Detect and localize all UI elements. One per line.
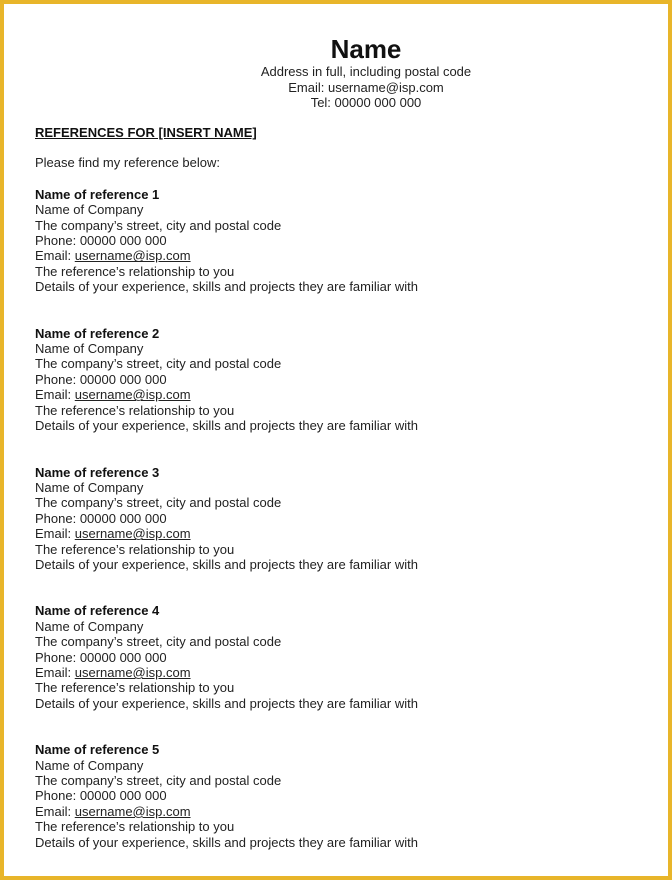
reference-block	[35, 326, 635, 434]
applicant-address: Address in full, including postal code	[260, 64, 472, 79]
reference-company: Name of Company	[35, 341, 144, 357]
reference-email-link[interactable]: username@isp.com	[74, 803, 191, 819]
reference-email-link[interactable]: username@isp.com	[74, 526, 191, 542]
reference-address: The company’s street, city and postal code	[35, 217, 282, 233]
reference-block	[35, 465, 635, 573]
reference-company: Name of Company	[35, 202, 144, 218]
reference-block	[35, 742, 635, 850]
reference-phone: Phone: 00000 000 000	[35, 233, 167, 249]
reference-email-label: Email:	[35, 248, 72, 264]
applicant-email: Email: username@isp.com	[288, 79, 444, 95]
reference-company: Name of Company	[35, 479, 144, 495]
reference-phone: Phone: 00000 000 000	[35, 649, 167, 665]
reference-name: Name of reference 3	[35, 464, 160, 480]
reference-email-link[interactable]: username@isp.com	[74, 387, 191, 403]
reference-details: Details of your experience, skills and projects they are familiar with	[35, 279, 418, 295]
reference-email-label: Email:	[35, 664, 72, 680]
reference-details: Details of your experience, skills and projects they are familiar with	[35, 695, 418, 711]
document-body	[35, 125, 635, 850]
reference-email-line	[35, 387, 635, 402]
reference-details: Details of your experience, skills and projects they are familiar with	[35, 834, 418, 850]
reference-name: Name of reference 5	[35, 742, 160, 758]
document-page	[4, 4, 668, 876]
reference-relationship: The reference’s relationship to you	[35, 263, 235, 279]
reference-company: Name of Company	[35, 618, 144, 634]
reference-block	[35, 187, 635, 295]
applicant-name: Name	[330, 34, 402, 64]
intro-text: Please find my reference below:	[35, 155, 220, 171]
reference-relationship: The reference’s relationship to you	[35, 819, 235, 835]
reference-address: The company’s street, city and postal code	[35, 634, 282, 650]
reference-email-link[interactable]: username@isp.com	[74, 248, 191, 264]
reference-email-line	[35, 804, 635, 819]
reference-name: Name of reference 2	[35, 325, 160, 341]
reference-company: Name of Company	[35, 757, 144, 773]
reference-address: The company’s street, city and postal code	[35, 495, 282, 511]
document-header	[4, 34, 672, 111]
reference-phone: Phone: 00000 000 000	[35, 510, 167, 526]
reference-relationship: The reference’s relationship to you	[35, 541, 235, 557]
reference-details: Details of your experience, skills and projects they are familiar with	[35, 418, 418, 434]
reference-relationship: The reference’s relationship to you	[35, 402, 235, 418]
reference-email-label: Email:	[35, 526, 72, 542]
references-list	[35, 187, 635, 850]
applicant-phone: Tel: 00000 000 000	[310, 95, 422, 110]
reference-name: Name of reference 4	[35, 603, 160, 619]
reference-email-label: Email:	[35, 387, 72, 403]
reference-email-line	[35, 665, 635, 680]
reference-email-line	[35, 248, 635, 263]
reference-details: Details of your experience, skills and projects they are familiar with	[35, 556, 418, 572]
section-title: REFERENCES FOR [INSERT NAME]	[35, 125, 257, 140]
reference-address: The company’s street, city and postal code	[35, 773, 282, 788]
reference-email-label: Email:	[35, 803, 72, 819]
reference-name: Name of reference 1	[35, 186, 160, 202]
reference-address: The company’s street, city and postal code	[35, 356, 282, 372]
reference-email-link[interactable]: username@isp.com	[74, 664, 191, 680]
reference-block	[35, 603, 635, 711]
reference-relationship: The reference’s relationship to you	[35, 680, 235, 696]
reference-phone: Phone: 00000 000 000	[35, 371, 167, 387]
reference-phone: Phone: 00000 000 000	[35, 788, 167, 804]
reference-email-line	[35, 526, 635, 541]
